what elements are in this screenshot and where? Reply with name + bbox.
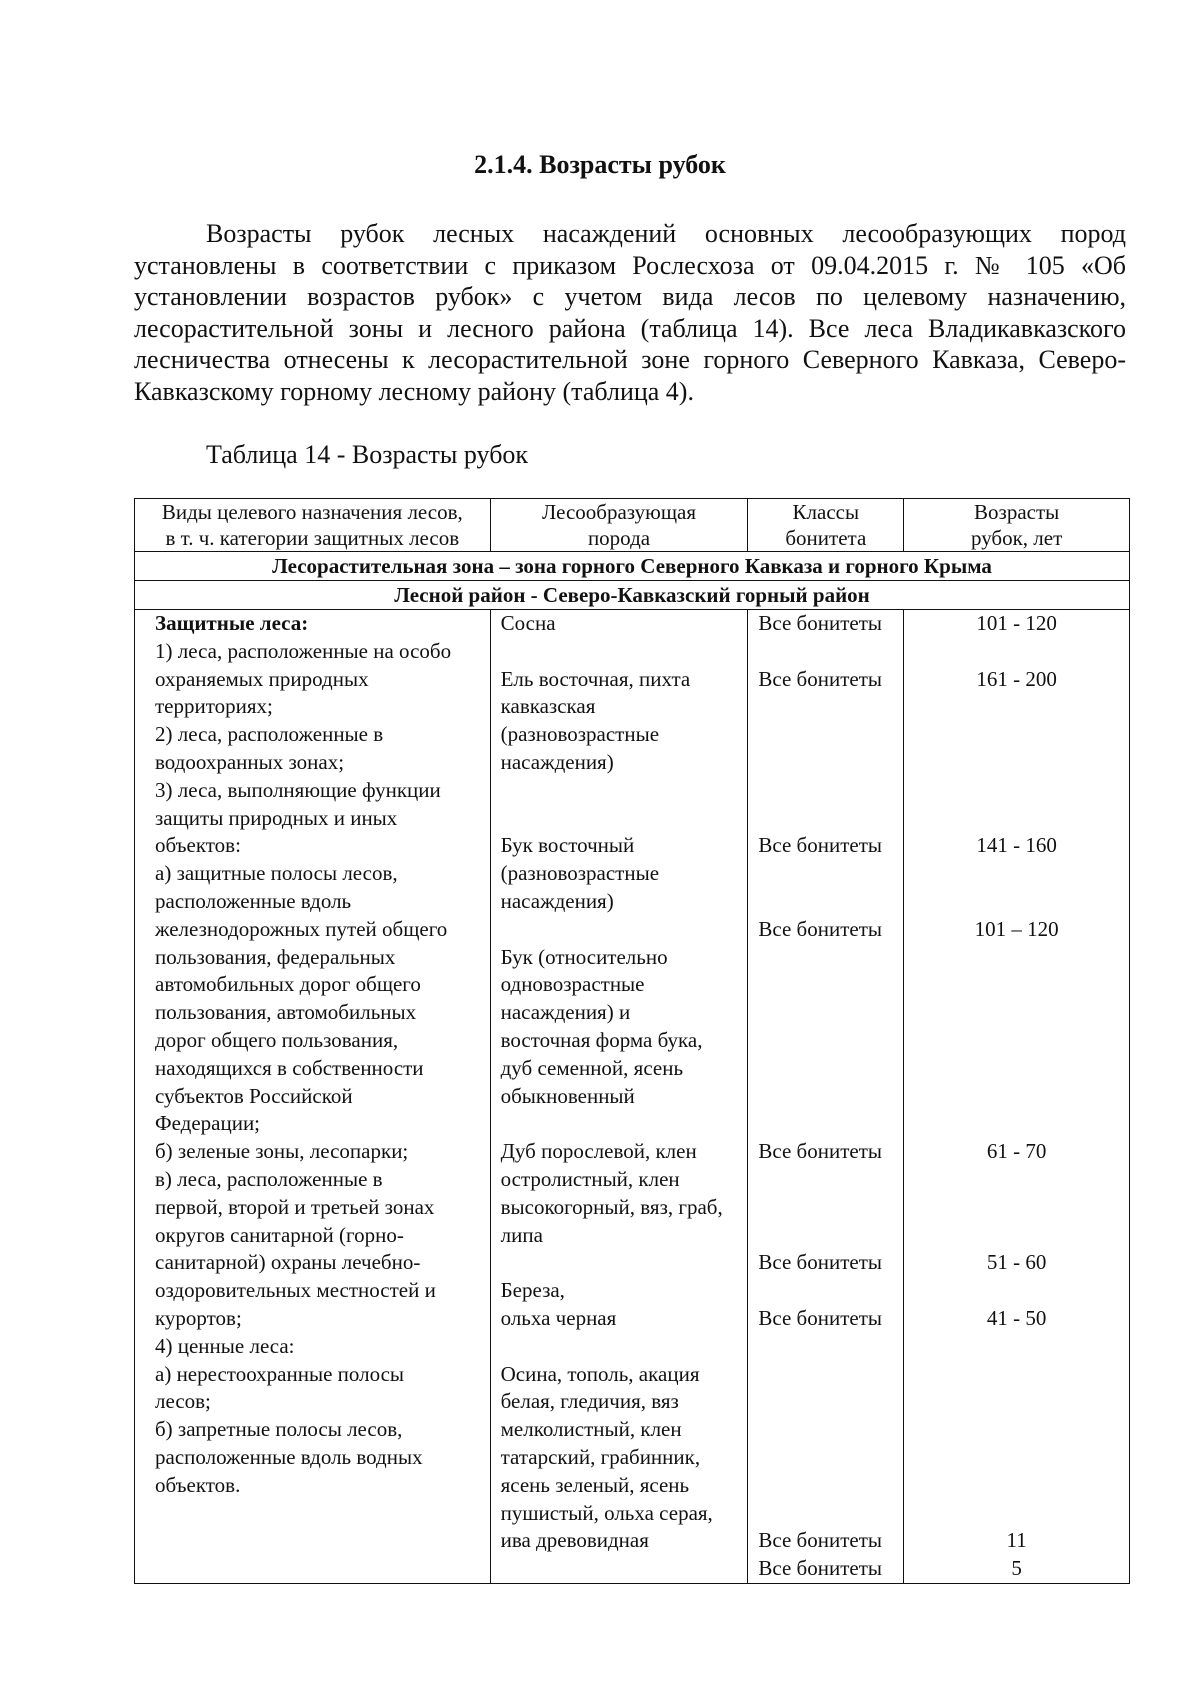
cutting-age-table xyxy=(134,498,1130,1584)
header-purpose: Виды целевого назначения лесов, в т. ч. категории защитных лесов xyxy=(135,499,491,552)
district-label: Лесной район - Северо-Кавказский горный район xyxy=(135,581,1130,610)
class-cell: Все бонитеты Все бонитеты Все бонитеты Все бонитеты Все бонитеты Все бонитеты Все бонитеты Все бонитеты Все бонитеты xyxy=(748,610,904,1584)
header-age: Возрасты рубок, лет xyxy=(904,499,1130,552)
header-species: Лесообразующая порода xyxy=(490,499,748,552)
header-class: Классы бонитета xyxy=(748,499,904,552)
purpose-text: 1) леса, расположенные на особо охраняемых природных территориях; 2) леса, расположенные в водоохранных зонах; 3) леса, выполняющие функции защиты природных и иных объектов: а) защитные полосы лесов, расположенные вдоль железнодорожных путей общего пользования, федеральных автомобильных дорог общего пользования, автомобильных дорог общего пользования, находящихся в собственности субъектов Российской Федерации; б) зеленые зоны, лесопарки; в) леса, расположенные в первой, второй и третьей зонах округов санитарной (горно- санитарной) охраны лечебно- оздоровительных местностей и курортов; 4) ценные леса: а) нерестоохранные полосы лесов; б) запретные полосы лесов, расположенные вдоль водных объектов. xyxy=(155,638,452,1497)
age-cell: 101 - 120 161 - 200 141 - 160 101 – 120 61 - 70 51 - 60 41 - 50 11 5 xyxy=(904,610,1130,1584)
district-row xyxy=(135,581,1130,610)
purpose-cell xyxy=(135,610,491,1584)
purpose-title: Защитные леса: xyxy=(155,611,309,635)
section-title: 2.1.4. Возрасты рубок xyxy=(474,150,726,179)
zone-label: Лесорастительная зона – зона горного Северного Кавказа и горного Крыма xyxy=(135,552,1130,581)
intro-paragraph: Возрасты рубок лесных насаждений основных лесообразующих пород установлены в соответствии с приказом Рослесхоза от 09.04.2015 г. № 105 «Об установлении возрастов рубок» с учетом вида лесов по целевому назначению, лесорастительной зоны и лесного района (таблица 14). Все леса Владикавказского лесничества отнесены к лесорастительной зоне горного Северного Кавказа, Северо-Кавказскому горному лесному району (таблица 4). xyxy=(134,219,1126,406)
species-cell: Сосна Ель восточная, пихта кавказская (разновозрастные насаждения) Бук восточный (разновозрастные насаждения) Бук (относительно одновозрастные насаждения) и восточная форма бука, дуб семенной, ясень обыкновенный Дуб порослевой, клен остролистный, клен высокогорный, вяз, граб, липа Береза, ольха черная Осина, тополь, акация белая, гледичия, вяз мелколистный, клен татарский, грабинник, ясень зеленый, ясень пушистый, ольха серая, ива древовидная xyxy=(490,610,748,1584)
zone-row xyxy=(135,552,1130,581)
table-body-row xyxy=(135,610,1130,1584)
table-header-row xyxy=(135,499,1130,552)
table-caption: Таблица 14 - Возрасты рубок xyxy=(206,440,529,469)
